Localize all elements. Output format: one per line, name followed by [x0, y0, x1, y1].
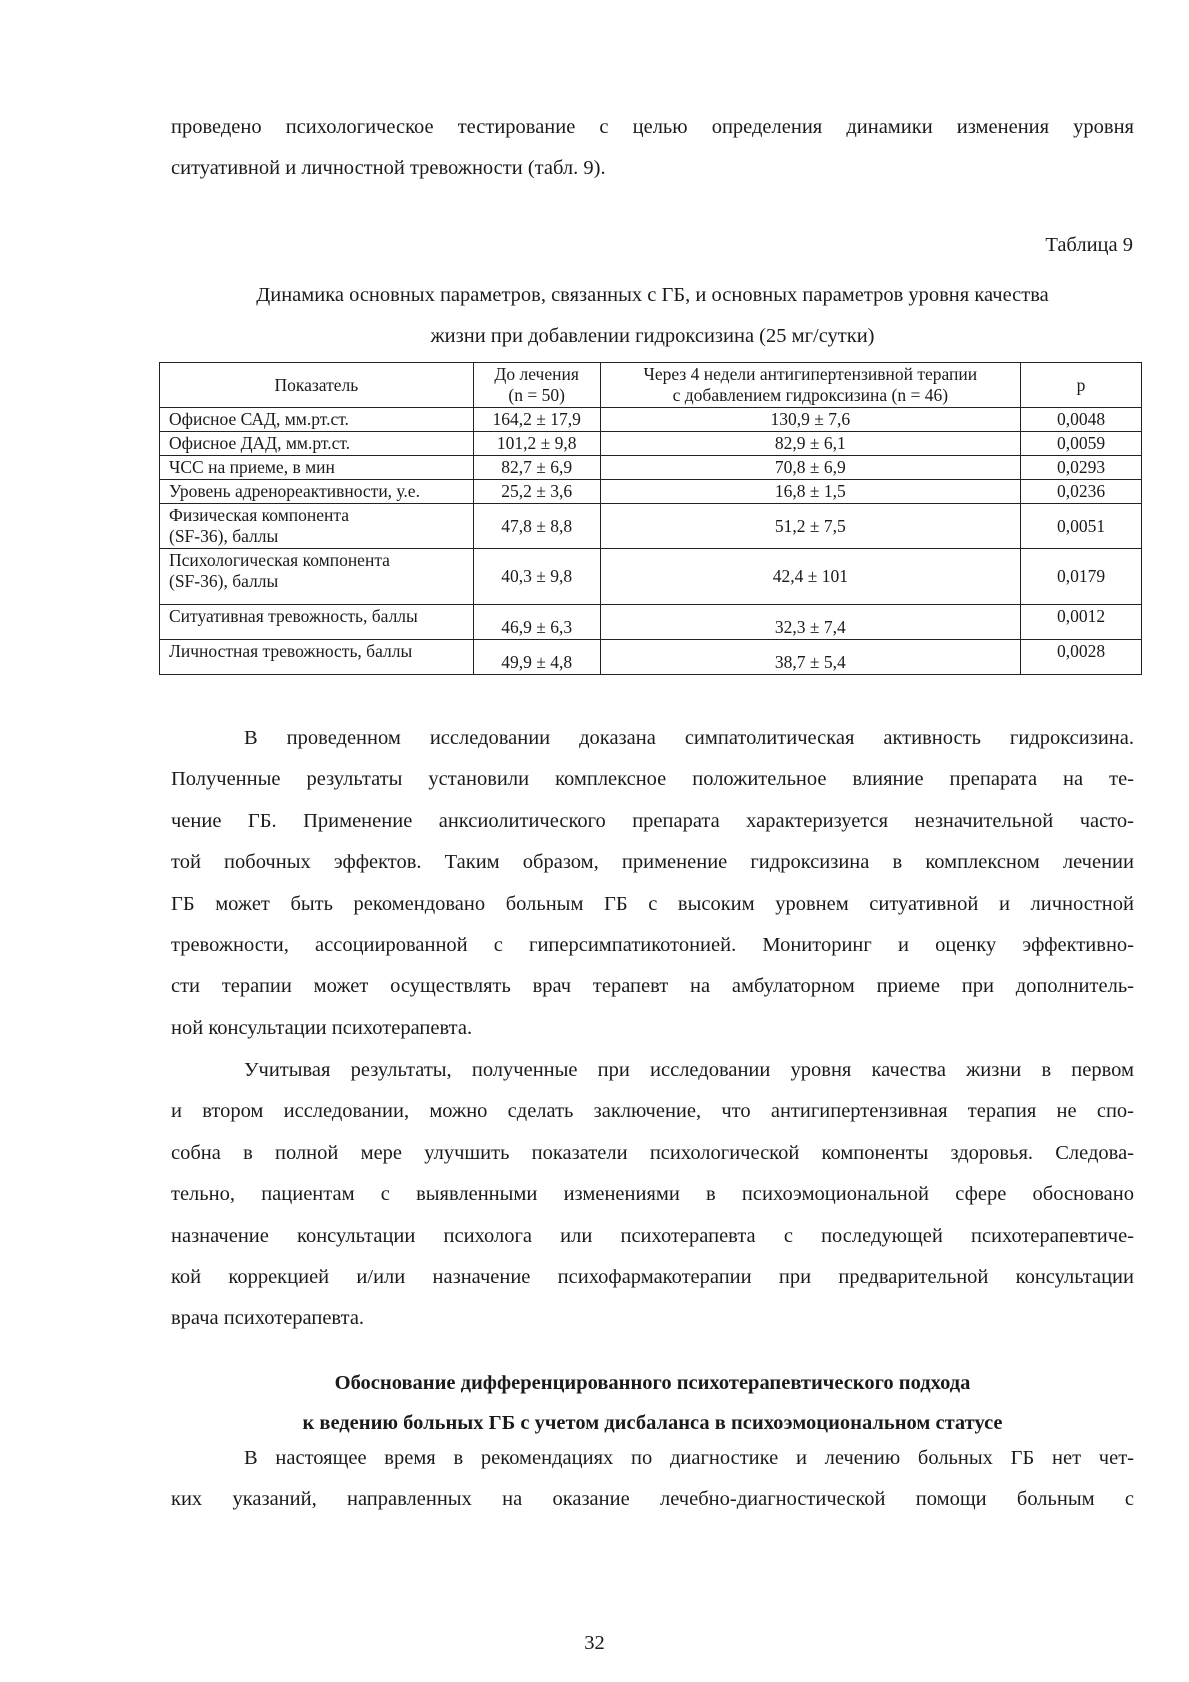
- cell-after: 51,2 ± 7,5: [600, 504, 1020, 549]
- heading-line: к ведению больных ГБ с учетом дисбаланса в психоэмоциональном статусе: [302, 1412, 1003, 1434]
- cell-indicator-line: Физическая компонента: [169, 505, 350, 525]
- cell-indicator: Личностная тревожность, баллы: [160, 640, 474, 675]
- cell-after: 38,7 ± 5,4: [600, 640, 1020, 675]
- body-paragraph: [171, 718, 1134, 1049]
- intro-paragraph: [171, 107, 1134, 190]
- text-line: В проведенном исследовании доказана симпатолитическая активность гидроксизина.: [244, 727, 1134, 749]
- cell-after: 82,9 ± 6,1: [600, 432, 1020, 456]
- table-row: [160, 456, 1142, 480]
- body-paragraph: [171, 1438, 1134, 1521]
- text-line: В настоящее время в рекомендациях по диагностике и лечению больных ГБ нет чет-: [244, 1447, 1134, 1469]
- table-row: [160, 480, 1142, 504]
- cell-before: 40,3 ± 9,8: [473, 549, 600, 605]
- text-line: ситуативной и личностной тревожности (табл. 9).: [171, 157, 606, 180]
- text-line: тельно, пациентам с выявленными изменениями в психоэмоциональной сфере обосновано: [171, 1183, 1134, 1206]
- cell-indicator: Ситуативная тревожность, баллы: [160, 605, 474, 640]
- cell-p: 0,0051: [1021, 504, 1142, 549]
- text-line: той побочных эффектов. Таким образом, применение гидроксизина в комплексном лечении: [171, 851, 1134, 874]
- text-line: ких указаний, направленных на оказание лечебно-диагностической помощи больным с: [171, 1488, 1134, 1511]
- section-heading: [171, 1363, 1134, 1443]
- body-paragraph: [171, 1050, 1134, 1340]
- header-before-line: (n = 50): [508, 385, 565, 405]
- table-row: [160, 549, 1142, 605]
- cell-before: 25,2 ± 3,6: [473, 480, 600, 504]
- cell-before: 82,7 ± 6,9: [473, 456, 600, 480]
- cell-before: 47,8 ± 8,8: [473, 504, 600, 549]
- cell-indicator-line: (SF-36), баллы: [169, 571, 279, 591]
- table-header-row: [160, 363, 1142, 408]
- text-line: сти терапии может осуществлять врач терапевт на амбулаторном приеме при дополнитель-: [171, 975, 1134, 998]
- cell-indicator: Офисное САД, мм.рт.ст.: [160, 408, 474, 432]
- data-table: [159, 362, 1142, 675]
- text-line: кой коррекцией и/или назначение психофармакотерапии при предварительной консультации: [171, 1266, 1134, 1289]
- cell-after: 16,8 ± 1,5: [600, 480, 1020, 504]
- cell-after: 130,9 ± 7,6: [600, 408, 1020, 432]
- cell-after: 70,8 ± 6,9: [600, 456, 1020, 480]
- header-before: [473, 363, 600, 408]
- table-row: [160, 640, 1142, 675]
- text-line: назначение консультации психолога или психотерапевта с последующей психотерапевтиче-: [171, 1224, 1134, 1247]
- cell-p: 0,0048: [1021, 408, 1142, 432]
- cell-before: 101,2 ± 9,8: [473, 432, 600, 456]
- text-line: и втором исследовании, можно сделать заключение, что антигипертензивная терапия не спо-: [171, 1100, 1134, 1123]
- cell-indicator: Офисное ДАД, мм.рт.ст.: [160, 432, 474, 456]
- heading-line: Обоснование дифференцированного психотерапевтического подхода: [334, 1372, 971, 1394]
- cell-before: 164,2 ± 17,9: [473, 408, 600, 432]
- cell-indicator: [160, 504, 474, 549]
- header-after: [600, 363, 1020, 408]
- table-row: [160, 432, 1142, 456]
- cell-indicator: [160, 549, 474, 605]
- text-line: тревожности, ассоциированной с гиперсимпатикотонией. Мониторинг и оценку эффективно-: [171, 934, 1134, 957]
- header-indicator: Показатель: [160, 363, 474, 408]
- cell-p: 0,0059: [1021, 432, 1142, 456]
- table-caption: [171, 275, 1134, 358]
- cell-p: 0,0236: [1021, 480, 1142, 504]
- text-line: Учитывая результаты, полученные при исследовании уровня качества жизни в первом: [244, 1059, 1134, 1081]
- page-number: 32: [584, 1632, 605, 1654]
- header-p: р: [1021, 363, 1142, 408]
- cell-before: 49,9 ± 4,8: [473, 640, 600, 675]
- header-after-line: Через 4 недели антигипертензивной терапии: [643, 364, 978, 384]
- cell-p: 0,0012: [1021, 605, 1142, 640]
- text-line: врача психотерапевта.: [171, 1307, 365, 1330]
- table-row: [160, 605, 1142, 640]
- table-row: [160, 408, 1142, 432]
- text-line: Полученные результаты установили комплексное положительное влияние препарата на те-: [171, 768, 1134, 791]
- cell-before: 46,9 ± 6,3: [473, 605, 600, 640]
- text-line: чение ГБ. Применение анксиолитического препарата характеризуется незначительной часто-: [171, 809, 1134, 832]
- table-label: Таблица 9: [1045, 234, 1133, 256]
- cell-p: 0,0028: [1021, 640, 1142, 675]
- text-line: ной консультации психотерапевта.: [171, 1016, 473, 1039]
- cell-indicator-line: (SF-36), баллы: [169, 526, 279, 546]
- text-line: ГБ может быть рекомендовано больным ГБ с высоким уровнем ситуативной и личностной: [171, 892, 1134, 915]
- header-after-line: с добавлением гидроксизина (n = 46): [672, 385, 949, 405]
- cell-indicator-line: Психологическая компонента: [169, 550, 390, 570]
- table-row: [160, 504, 1142, 549]
- text-line: проведено психологическое тестирование с целью определения динамики изменения уровня: [171, 116, 1134, 138]
- cell-after: 32,3 ± 7,4: [600, 605, 1020, 640]
- cell-indicator: ЧСС на приеме, в мин: [160, 456, 474, 480]
- cell-p: 0,0293: [1021, 456, 1142, 480]
- caption-line: жизни при добавлении гидроксизина (25 мг/сутки): [430, 325, 875, 348]
- header-before-line: До лечения: [494, 364, 579, 384]
- cell-p: 0,0179: [1021, 549, 1142, 605]
- caption-line: Динамика основных параметров, связанных с ГБ, и основных параметров уровня качества: [256, 284, 1049, 306]
- cell-indicator: Уровень адренореактивности, у.е.: [160, 480, 474, 504]
- text-line: собна в полной мере улучшить показатели психологической компоненты здоровья. Следова-: [171, 1141, 1134, 1164]
- cell-after: 42,4 ± 101: [600, 549, 1020, 605]
